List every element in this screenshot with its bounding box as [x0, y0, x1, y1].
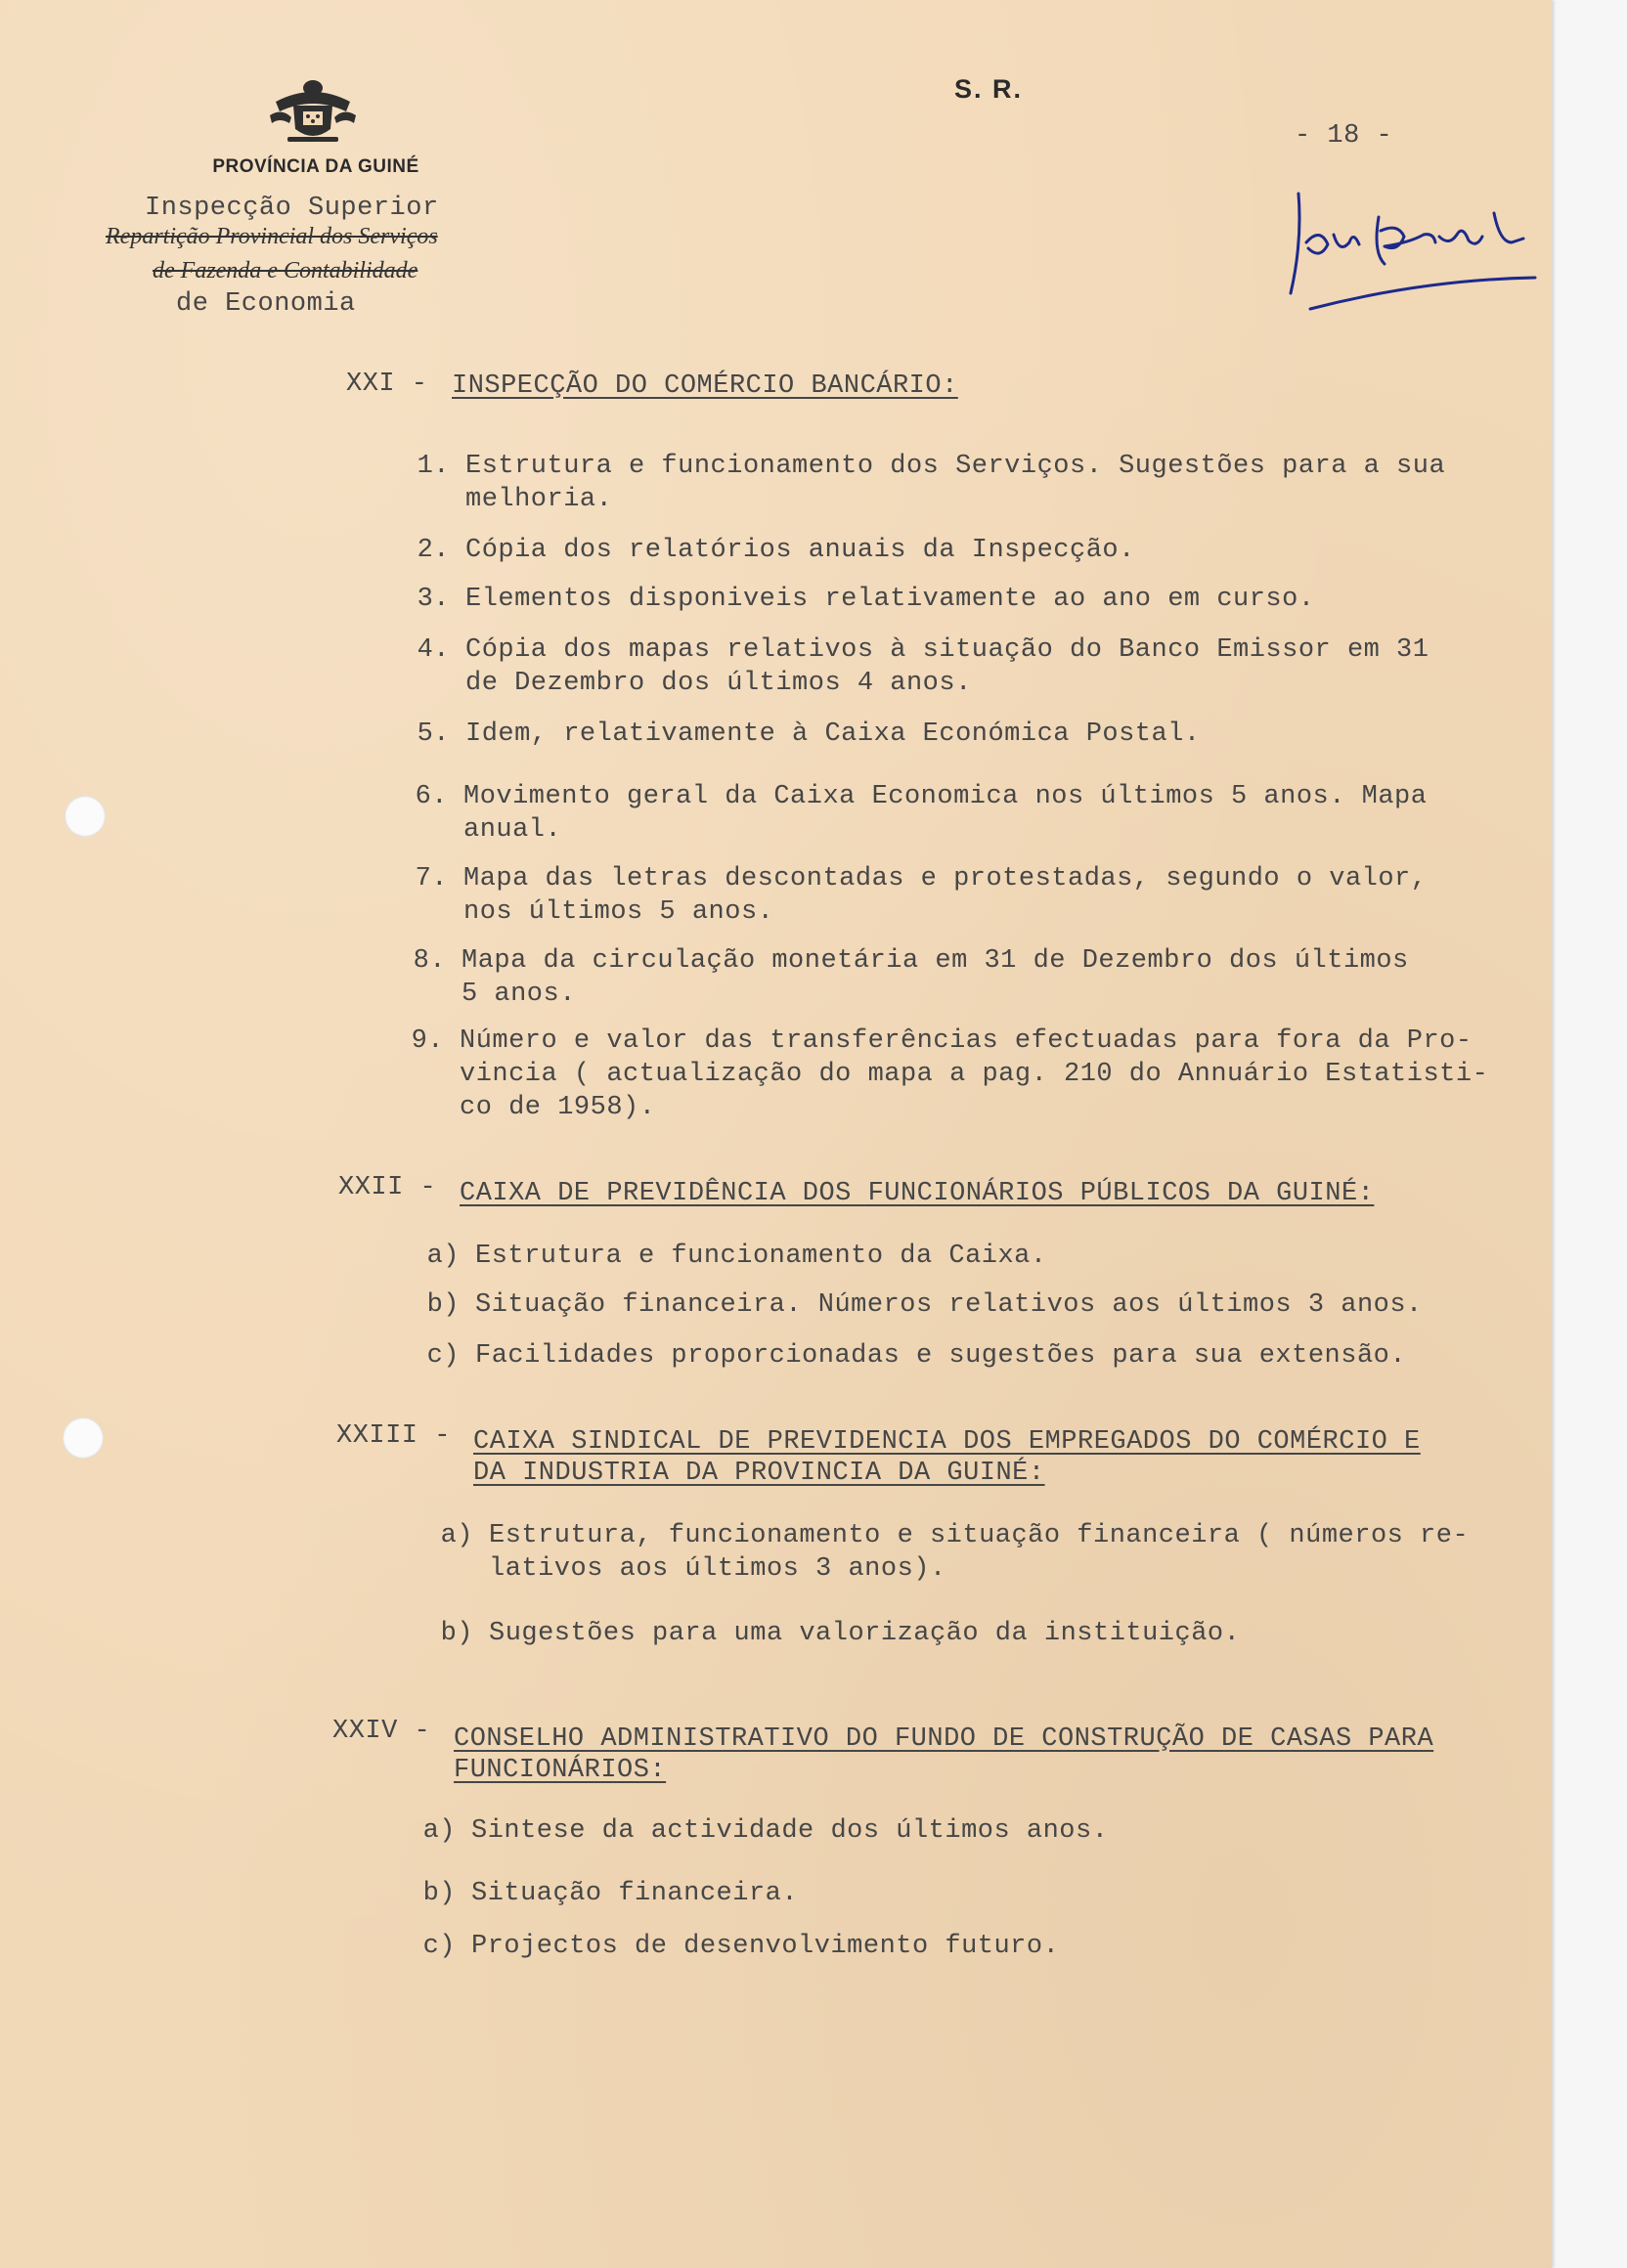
- item-marker: a): [422, 1816, 456, 1846]
- department-line-2: de Economia: [176, 289, 356, 319]
- item-text-line: Sugestões para uma valorização da instituição.: [489, 1619, 1241, 1648]
- item-text-line: nos últimos 5 anos.: [463, 897, 774, 927]
- list-item: [411, 452, 1506, 522]
- list-item: [411, 635, 1506, 706]
- list-item: [434, 1521, 1529, 1592]
- section-xxiv-title-line-2: FUNCIONÁRIOS:: [454, 1756, 667, 1785]
- punch-hole-lower: [63, 1418, 104, 1459]
- province-label: PROVÍNCIA DA GUINÉ: [212, 156, 419, 177]
- section-xxiv-title-line-1: CONSELHO ADMINISTRATIVO DO FUNDO DE CONSTRUÇÃO DE CASAS PARA: [454, 1724, 1434, 1754]
- list-item: [434, 1619, 1529, 1654]
- list-item: [420, 1341, 1516, 1376]
- section-xxiii-number: XXIII -: [336, 1421, 451, 1451]
- list-item: [417, 1879, 1512, 1914]
- list-item: [405, 1026, 1529, 1130]
- item-text-line: Idem, relativamente à Caixa Económica Postal.: [465, 720, 1201, 749]
- department-struck-line-2: de Fazenda e Contabilidade: [153, 258, 418, 284]
- punch-hole-upper: [65, 796, 106, 837]
- section-xxi-number: XXI -: [346, 370, 428, 399]
- list-item: [411, 720, 1506, 755]
- item-marker: 1.: [417, 452, 450, 481]
- item-text-line: lativos aos últimos 3 anos).: [489, 1554, 946, 1584]
- item-text-line: Estrutura e funcionamento dos Serviços. Sugestões para a sua: [465, 452, 1446, 481]
- list-item: [420, 1242, 1516, 1277]
- item-text-line: Estrutura e funcionamento da Caixa.: [475, 1242, 1047, 1271]
- section-xxii-number: XXII -: [338, 1173, 437, 1202]
- item-text-line: vincia ( actualização do mapa a pag. 210 do Annuário Estatisti-: [460, 1060, 1489, 1089]
- item-text-line: Elementos disponiveis relativamente ao ano em curso.: [465, 585, 1315, 614]
- item-marker: c): [422, 1932, 456, 1961]
- page-number: - 18 -: [1295, 121, 1393, 151]
- section-xxiii-title-line-2: DA INDUSTRIA DA PROVINCIA DA GUINÉ:: [473, 1459, 1045, 1488]
- department-struck-line-1: Repartição Provincial dos Serviços: [106, 224, 438, 249]
- item-text-line: Situação financeira.: [471, 1879, 799, 1908]
- item-marker: b): [426, 1290, 460, 1320]
- section-xxii-title: CAIXA DE PREVIDÊNCIA DOS FUNCIONÁRIOS PÚBLICOS DA GUINÉ:: [460, 1179, 1375, 1208]
- item-text-line: Cópia dos relatórios anuais da Inspecção.: [465, 536, 1135, 565]
- section-xxi-title: INSPECÇÃO DO COMÉRCIO BANCÁRIO:: [452, 371, 958, 401]
- item-text-line: Mapa das letras descontadas e protestadas, segundo o valor,: [463, 864, 1428, 894]
- item-text-line: Mapa da circulação monetária em 31 de Dezembro dos últimos: [462, 946, 1409, 976]
- item-text-line: melhoria.: [465, 485, 613, 514]
- section-xxiv-number: XXIV -: [332, 1717, 431, 1746]
- item-text-line: Estrutura, funcionamento e situação financeira ( números re-: [489, 1521, 1470, 1550]
- section-xxiii-title-line-1: CAIXA SINDICAL DE PREVIDENCIA DOS EMPREGADOS DO COMÉRCIO E: [473, 1427, 1421, 1457]
- item-text-line: Cópia dos mapas relativos à situação do Banco Emissor em 31: [465, 635, 1429, 665]
- item-marker: b): [440, 1619, 473, 1648]
- list-item: [411, 585, 1506, 620]
- item-text-line: Facilidades proporcionadas e sugestões para sua extensão.: [475, 1341, 1407, 1371]
- list-item: [411, 536, 1506, 571]
- item-marker: a): [426, 1242, 460, 1271]
- handwritten-signature: [1277, 184, 1541, 321]
- item-marker: 4.: [417, 635, 450, 665]
- item-text-line: de Dezembro dos últimos 4 anos.: [465, 669, 972, 698]
- item-marker: 8.: [413, 946, 446, 976]
- list-item: [407, 946, 1502, 1017]
- list-item: [417, 1816, 1512, 1852]
- item-text-line: Movimento geral da Caixa Economica nos últimos 5 anos. Mapa: [463, 782, 1428, 811]
- item-text-line: co de 1958).: [460, 1093, 656, 1122]
- item-marker: 2.: [417, 536, 450, 565]
- item-text-line: Número e valor das transferências efectuadas para fora da Pro-: [460, 1026, 1473, 1056]
- item-text-line: 5 anos.: [462, 980, 576, 1009]
- list-item: [409, 782, 1504, 852]
- item-marker: 9.: [411, 1026, 444, 1056]
- coat-of-arms-icon: [266, 72, 360, 149]
- list-item: [409, 864, 1504, 935]
- item-text-line: Sintese da actividade dos últimos anos.: [471, 1816, 1109, 1846]
- item-marker: 3.: [417, 585, 450, 614]
- list-item: [420, 1290, 1516, 1326]
- list-item: [417, 1932, 1512, 1967]
- item-marker: c): [426, 1341, 460, 1371]
- item-text-line: anual.: [463, 815, 562, 845]
- item-text-line: Situação financeira. Números relativos aos últimos 3 anos.: [475, 1290, 1423, 1320]
- item-marker: 7.: [415, 864, 448, 894]
- item-text-line: Projectos de desenvolvimento futuro.: [471, 1932, 1060, 1961]
- classification-marking: S. R.: [954, 74, 1024, 104]
- item-marker: a): [440, 1521, 473, 1550]
- department-line-1: Inspecção Superior: [145, 194, 439, 223]
- item-marker: b): [422, 1879, 456, 1908]
- item-marker: 5.: [417, 720, 450, 749]
- item-marker: 6.: [415, 782, 448, 811]
